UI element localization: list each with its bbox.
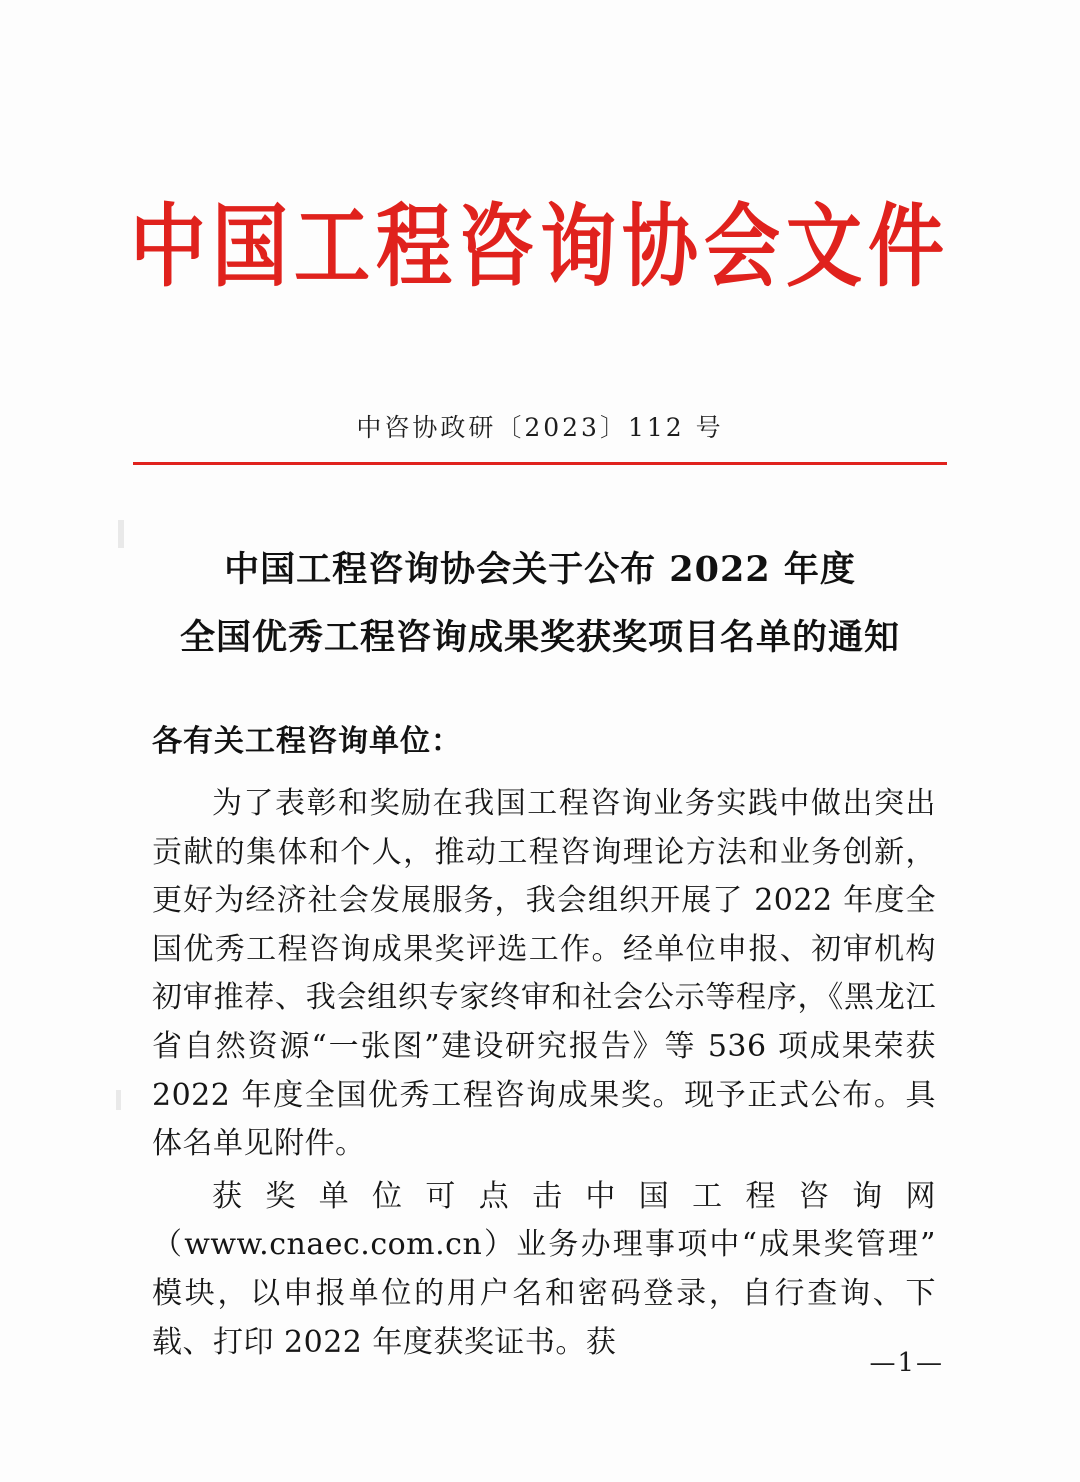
salutation: 各有关工程咨询单位： xyxy=(152,724,462,759)
page-title-line-2: 全国优秀工程咨询成果奖获奖项目名单的通知 xyxy=(179,617,900,659)
page-title-line-1: 中国工程咨询协会关于公布 2022 年度 xyxy=(224,549,856,590)
document-number-row xyxy=(0,408,1080,444)
document-body xyxy=(152,716,936,1371)
masthead xyxy=(0,193,1080,299)
masthead-title: 中国工程咨询协会文件 xyxy=(130,193,950,299)
document-number: 中咨协政研〔2023〕112 号 xyxy=(356,413,724,442)
body-paragraph-2: 获奖单位可点击中国工程咨询网（www.cnaec.com.cn）业务办理事项中“成果奖管理”模块，以申报单位的用户名和密码登录，自行查询、下载、打印 2022 年度获奖证书。获 xyxy=(152,1178,936,1360)
red-divider-rule xyxy=(133,462,947,465)
body-paragraph-1: 为了表彰和奖励在我国工程咨询业务实践中做出突出贡献的集体和个人，推动工程咨询理论方法和业务创新，更好为经济社会发展服务，我会组织开展了 2022 年度全国优秀工程咨询成果奖评选工作。经单位申报、初审机构初审推荐、我会组织专家终审和社会公示等程序，《黑龙江省自然资源“一张图”建设研究报告》等 536 项成果荣获 2022 年度全国优秀工程咨询成果奖。现予正式公布。具体名单见附件。 xyxy=(152,786,936,1162)
page-number: —1— xyxy=(869,1348,944,1378)
page-title xyxy=(140,536,940,673)
scan-edge-mark xyxy=(116,1090,121,1110)
scan-edge-mark xyxy=(118,520,124,548)
